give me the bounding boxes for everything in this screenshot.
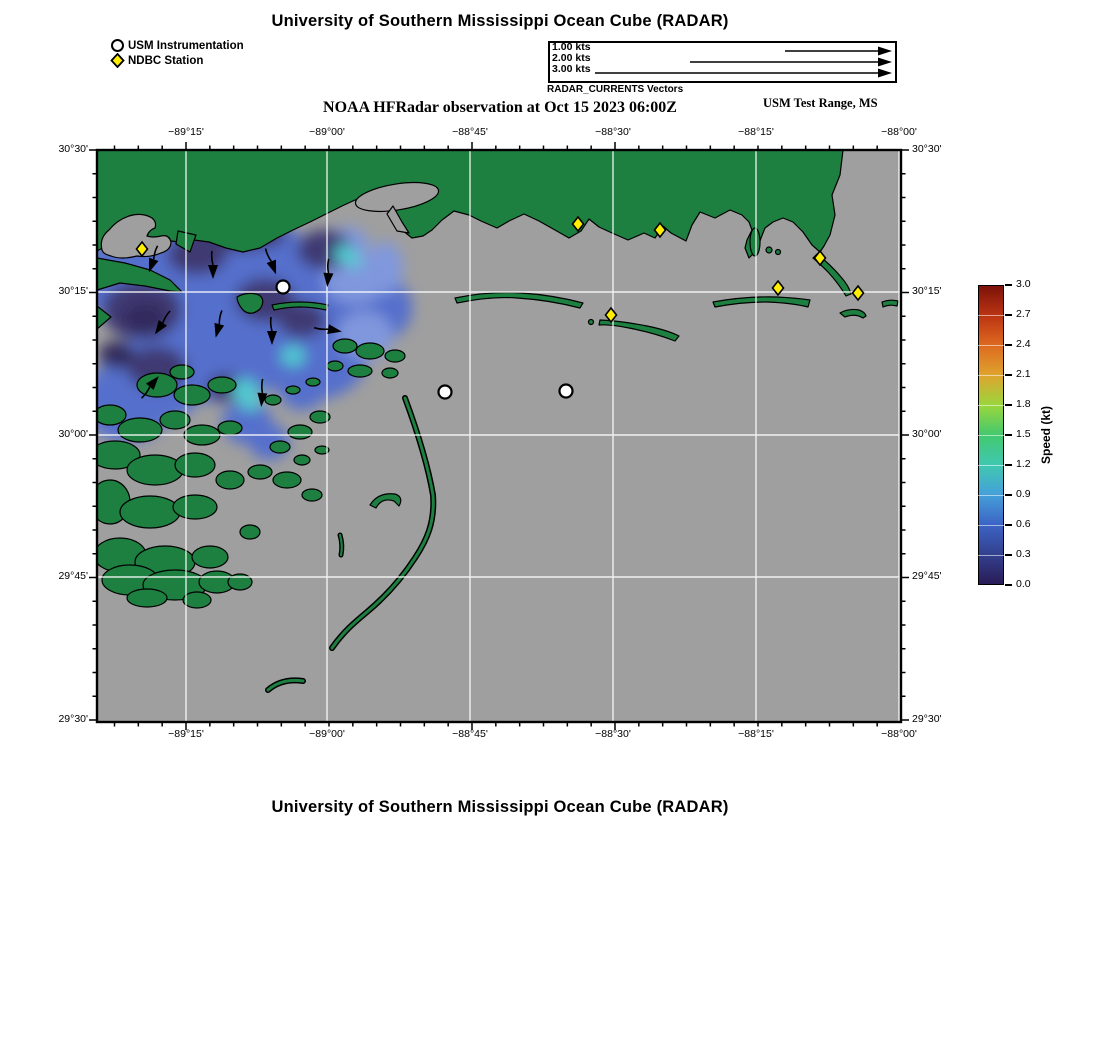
vector-scale-arrows xyxy=(550,43,895,81)
legend-item-usm xyxy=(110,38,244,53)
figure: University of Southern Mississippi Ocean Cube (RADAR) USM Instrumentation NDBC Station RADAR_CURRENTS Vectors NOAA HFRadar observation at Oct 15 2023 06:00Z USM Test Range, MS −89°15' −89°15' −89°00' −89°00' −88°45' −88°45' −88°30' −88°30' −88°15' −88°15' −88°00' −88°00' 30°30' 30°30' 30°15' 30°15' 30°00' 30°00' 29°45' 29°45' 29°30' 29°30' 0.0 0.3 0.6 0.9 1.2 1.5 1.8 2.1 2.4 2.7 3.0 Speed (kt) University of Southern Mississippi Ocean Cube (RADAR) 1.00 kts 2.00 kts 3.00 kts xyxy=(0,0,1100,1050)
ndbc-station-icon xyxy=(110,53,125,68)
map-canvas xyxy=(97,150,901,722)
legend-item-ndbc xyxy=(110,53,203,68)
usm-instrumentation-marker xyxy=(439,386,452,399)
observation-subtitle: NOAA HFRadar observation at Oct 15 2023 06:00Z xyxy=(323,99,677,116)
map-svg xyxy=(97,150,901,722)
colorbar-title: Speed (kt) xyxy=(1039,405,1053,465)
vector-scale-box xyxy=(548,41,897,83)
vector-scale-caption: RADAR_CURRENTS Vectors xyxy=(547,84,684,95)
legend-usm-label: USM Instrumentation xyxy=(128,39,244,52)
usm-instrumentation-marker xyxy=(277,281,290,294)
vector-scale-label: 1.00 kts xyxy=(552,41,591,53)
vector-scale-label: 2.00 kts xyxy=(552,52,591,64)
test-range-label: USM Test Range, MS xyxy=(763,96,878,110)
delta-island xyxy=(750,228,760,256)
footer-title: University of Southern Mississippi Ocean Cube (RADAR) xyxy=(271,798,729,816)
legend-ndbc-label: NDBC Station xyxy=(128,54,204,67)
page-title: University of Southern Mississippi Ocean Cube (RADAR) xyxy=(271,12,729,30)
usm-instrumentation-icon xyxy=(110,38,125,53)
vector-scale-label: 3.00 kts xyxy=(552,63,591,75)
usm-instrumentation-marker xyxy=(560,385,573,398)
